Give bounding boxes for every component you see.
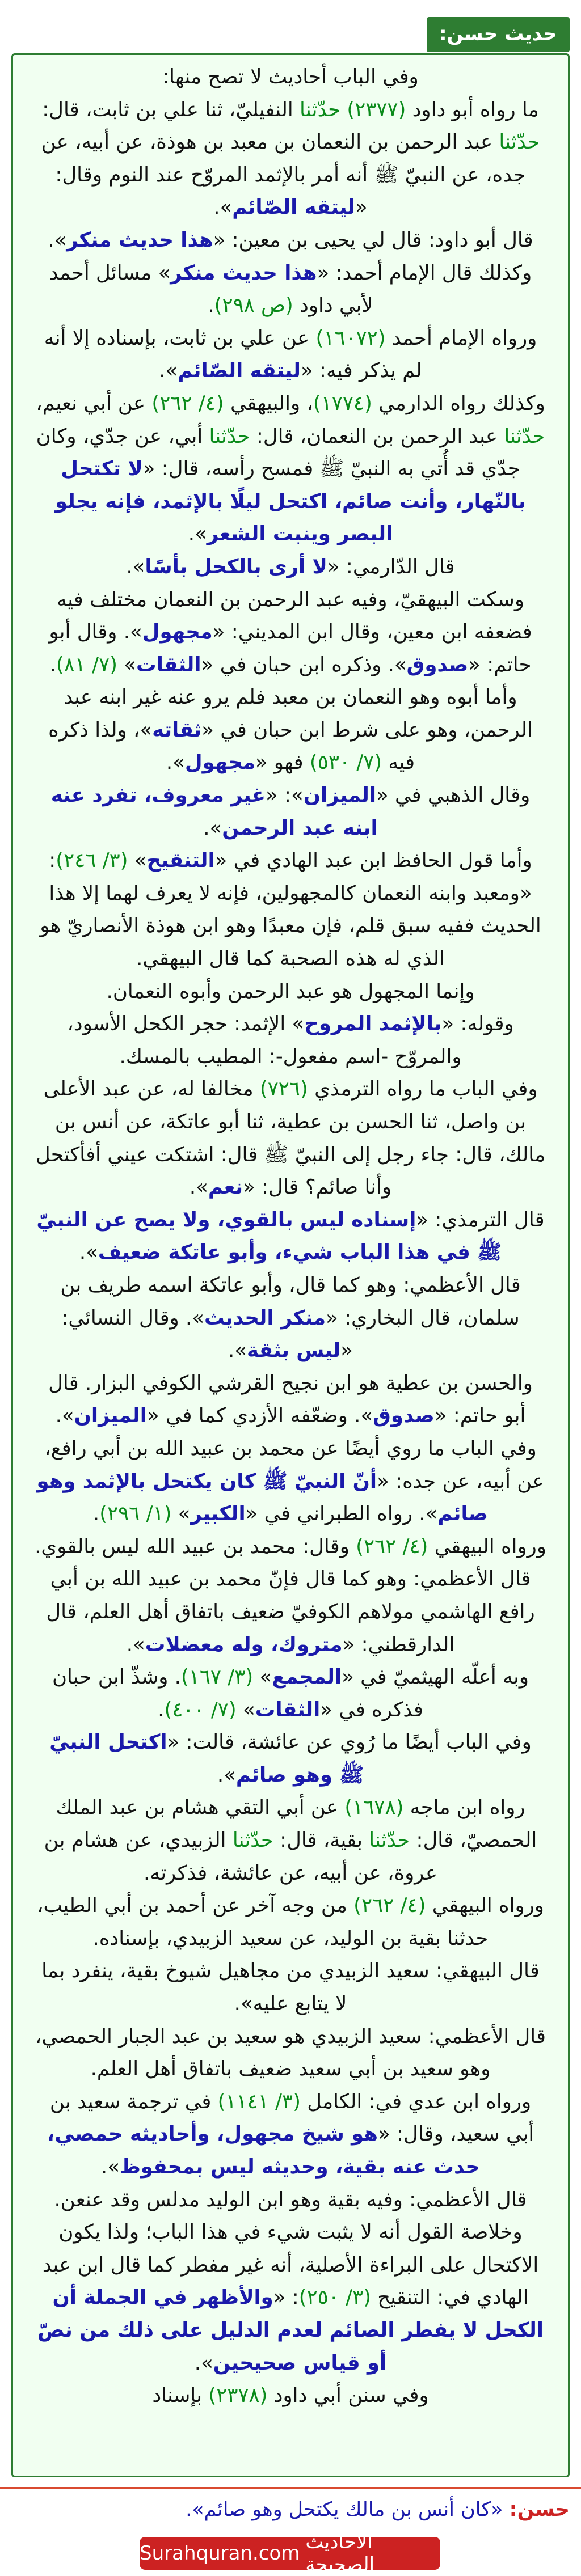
body-text: مخالفا له، عن عبد الأعلى بن واصل، ثنا الحسن بن عطية، ثنا أبو عاتكة، عن أنس بن مالك، قال: جاء رجل إلى النبيّ ﷺ قال: اشتكت عيني أفأكتحل وأنا صائم؟ قال: « <box>35 1077 546 1199</box>
body-text: » <box>253 1665 272 1689</box>
reference-text: (٧/ ٤٠٠) <box>164 1698 237 1721</box>
body-text: وكذلك قال الإمام أحمد: « <box>317 261 532 285</box>
paragraph <box>35 257 546 322</box>
body-text: وفي سنن أبي داود <box>267 2384 429 2408</box>
body-text: ». وضعّفه الأزدي كما في « <box>146 1404 373 1428</box>
quoted-text: ليتقه الصّائم <box>178 359 301 383</box>
body-text: عبد الرحمن بن النعمان بن معبد بن هوذة، عن أبيه، عن جده، عن النبيّ ﷺ أنه أمر بالإثمد المروّح عند النوم وقال: « <box>41 130 526 219</box>
quoted-text: هو شيخ مجهول، وأحاديثه حمصي، حدث عنه بقية، وحديثه ليس بمحفوظ <box>47 2122 481 2179</box>
reference-text: (١/ ٢٩٦) <box>99 1502 172 1526</box>
summary-text: «كان أنس بن مالك يكتحل وهو صائم». <box>186 2498 503 2521</box>
quoted-text: هذا حديث منكر <box>170 261 317 285</box>
paragraph <box>35 322 546 387</box>
quoted-text: أنّ النبيّ ﷺ كان يكتحل بالإثمد وهو صائم <box>36 1469 489 1526</box>
paragraph <box>35 2379 546 2412</box>
quoted-text: نعم <box>208 1175 243 1199</box>
body-text: فهو « <box>255 751 310 775</box>
body-text: من وجه آخر عن أحمد بن أبي الطيب، حدثنا بقية بن الوليد، عن سعيد الزبيدي، بإسناده. <box>37 1894 489 1950</box>
quoted-text: متروك، وله معضلات <box>145 1632 343 1656</box>
paragraph <box>35 1432 546 1530</box>
paragraph <box>35 844 546 975</box>
body-text: وقوله: « <box>441 1012 514 1036</box>
quoted-text: الكبير <box>190 1502 246 1526</box>
body-text: »: « <box>266 784 304 807</box>
reference-text: (٧٢٦) <box>259 1077 308 1101</box>
body-text: ». <box>126 1632 145 1656</box>
quoted-text: التنقيح <box>146 849 215 873</box>
body-text: قال الأعظمي: وهو كما قال فإنّ محمد بن عبيد الله بن أبي رافع الهاشمي مولاهم الكوفيّ ضعيف باتفاق أهل العلم، قال الدارقطني: « <box>46 1567 535 1656</box>
body-text: ما رواه أبو داود <box>406 98 539 121</box>
reference-text: (٤/ ٢٦٢) <box>151 391 224 415</box>
reference-text: (٧/ ٨١) <box>56 653 117 676</box>
paragraph <box>35 1367 546 1432</box>
body-text: وفي الباب أيضًا ما رُوي عن عائشة، قالت: « <box>167 1731 532 1754</box>
hadith-grade-label: حديث حسن: <box>427 17 570 52</box>
quoted-text: ليتقه الصّائم <box>232 196 355 219</box>
reference-text: (٣/ ١١٤١) <box>217 2089 301 2113</box>
body-text: عن أبي التقي هشام بن عبد الملك الحمصيّ، قال: <box>56 1796 537 1852</box>
body-text: قال أبو داود: قال لي يحيى بن معين: « <box>213 228 533 252</box>
reference-text: (ص ٢٩٨) <box>214 294 293 318</box>
body-text: وبه أعلّه الهيثميّ في « <box>342 1665 529 1689</box>
body-text: النفيليّ، ثنا علي بن ثابت، قال: <box>42 98 300 121</box>
body-text: قال البيهقي: سعيد الزبيدي من مجاهيل شيوخ بقية، ينفرد بما لا يتابع عليه». <box>41 1959 540 2016</box>
paragraph <box>35 1530 546 1563</box>
paragraph <box>35 387 546 551</box>
body-text <box>340 98 347 121</box>
reference-text: (٢٣٧٧) <box>347 98 406 121</box>
reference-text: حدّثنا <box>499 130 540 154</box>
body-text: وأما أبوه وهو النعمان بن معبد فلم يرو عنه غير ابنه عبد الرحمن، وهو على شرط ابن حبان في « <box>64 686 533 742</box>
body-text: وسكت البيهقيّ، وفيه عبد الرحمن بن النعمان مختلف فيه فضعفه ابن معين، وقال ابن المديني: « <box>57 587 532 644</box>
body-text: والحسن بن عطية هو ابن نجيح القرشي الكوفي البزار. قال أبو حاتم: « <box>48 1371 533 1428</box>
body-text: ». <box>228 1339 247 1363</box>
paragraph <box>35 1791 546 1889</box>
reference-text: حدّثنا <box>209 424 250 448</box>
body-text: » الإثمد: حجر الكحل الأسود، والمروّح -اسم مفعول-: المطيب بالمسك. <box>67 1012 462 1068</box>
paragraph <box>35 1563 546 1661</box>
reference-text: (٣/ ٢٥٠) <box>298 2286 371 2309</box>
reference-text: (٣/ ٢٤٦) <box>56 849 128 873</box>
body-text: ». رواه الطبراني في « <box>245 1502 438 1526</box>
body-text: ». <box>217 1763 236 1787</box>
quoted-text: صدوق <box>406 653 469 676</box>
body-text: » <box>236 1698 255 1721</box>
footer-banner[interactable] <box>140 2531 440 2576</box>
quoted-text: الميزان <box>74 1404 147 1428</box>
body-text: رواه ابن ماجه <box>403 1796 525 1820</box>
paragraph <box>35 779 546 844</box>
body-text: وفي الباب ما روي أيضًا عن محمد بن عبيد الله بن أبي رافع، عن أبيه، عن جده: « <box>44 1436 545 1493</box>
body-text: ». <box>55 1404 74 1428</box>
body-text: ورواه البيهقي <box>426 1894 544 1918</box>
body-text: بإسناد <box>152 2384 209 2408</box>
quoted-text: ثقاته <box>152 718 202 742</box>
quoted-text: والأظهر في الجملة أن الكحل لا يفطر الصائم لعدم الدليل على ذلك من نصّ أو قياس صحيحين <box>37 2286 544 2375</box>
body-text: . <box>208 294 214 318</box>
paragraph <box>35 1008 546 1073</box>
body-text: ». وذكره ابن حبان في « <box>201 653 407 676</box>
reference-text: (١٧٧٤) <box>313 391 372 415</box>
body-text: : « <box>273 2286 299 2309</box>
reference-text: (١٦٧٨) <box>344 1796 404 1820</box>
reference-text: (٣/ ١٦٧) <box>180 1665 254 1689</box>
footer-title: الأحاديث الصحيحة <box>305 2531 375 2576</box>
paragraph <box>35 1269 546 1367</box>
body-text: وقال الذهبي في « <box>376 784 531 807</box>
quoted-text: الثقات <box>136 653 201 676</box>
body-text: ». <box>48 228 67 252</box>
body-text: قال الدّارمي: « <box>327 555 455 578</box>
body-text: »، ولذا ذكره فيه <box>48 718 415 775</box>
body-text: قال الترمذي: « <box>416 1208 545 1232</box>
paragraph <box>35 1073 546 1203</box>
paragraph <box>35 1204 546 1269</box>
quoted-text: هذا حديث منكر <box>66 228 213 252</box>
body-text: قال الأعظمي: سعيد الزبيدي هو سعيد بن عبد الجبار الحمصي، وهو سعيد بن أبي سعيد ضعيف باتفاق أهل العلم. <box>35 2024 546 2081</box>
body-text: ». <box>213 196 233 219</box>
paragraph <box>35 583 546 682</box>
body-text: ». <box>166 751 185 775</box>
paragraph <box>35 1889 546 1955</box>
body-text: ورواه الإمام أحمد <box>385 326 537 350</box>
paragraph <box>35 2020 546 2086</box>
summary-line <box>11 2494 570 2526</box>
body-text: ». <box>126 555 145 578</box>
body-text: : «ومعبد وابنه النعمان كالمجهولين، فإنه لا يعرف لهما إلا هذا الحديث ففيه سبق قلم، فإن معبدًا وهو ابن هوذة الأنصاريّ هو الذي له هذه الصحبة كما قال البيهقي. <box>40 849 541 971</box>
quoted-text: ليس بثقة <box>247 1339 341 1363</box>
paragraph <box>35 681 546 779</box>
body-text: ». <box>203 816 222 840</box>
summary-grade: حسن: <box>509 2498 570 2521</box>
reference-text: (٤/ ٢٦٢) <box>356 1534 428 1558</box>
body-text: وفي الباب أحاديث لا تصح منها: <box>162 65 419 88</box>
quoted-text: المجمع <box>272 1665 342 1689</box>
quoted-text: الثقات <box>255 1698 321 1721</box>
body-text: ». <box>100 2155 120 2179</box>
quoted-text: بالإثمد المروح <box>304 1012 442 1036</box>
reference-text: (٧/ ٥٣٠) <box>309 751 382 775</box>
quoted-text: مجهول <box>184 751 255 775</box>
quoted-text: إسناده ليس بالقوي، ولا يصح عن النبيّ ﷺ في هذا الباب شيء، وأبو عاتكة ضعيف <box>36 1208 502 1264</box>
body-text: بقية، قال: <box>273 1829 369 1852</box>
body-text: . <box>49 653 56 676</box>
body-text: في ترجمة سعيد بن أبي سعيد، وقال: « <box>49 2089 534 2146</box>
paragraph <box>35 975 546 1008</box>
body-text: قال الأعظمي: وفيه بقية وهو ابن الوليد مدلس وقد عنعن. وخلاصة القول أنه لا يثبت شيء في هذا الباب؛ ولذا يكون الاكتحال على البراءة الأصلية، أنه غير مفطر كما قال ابن عبد الهادي في: التنقيح <box>42 2188 539 2309</box>
quoted-text: اكتحل النبيّ ﷺ وهو صائم <box>49 1731 364 1787</box>
body-text: . <box>158 1698 165 1721</box>
body-text: عن أبي نعيم، <box>36 391 152 415</box>
body-text: ». <box>189 1175 208 1199</box>
body-text: ». وقال النسائي: « <box>61 1306 353 1363</box>
footer-site-link[interactable]: Surahquran.com <box>140 2542 300 2565</box>
reference-text: حدّثنا <box>300 98 341 121</box>
quoted-text: منكر الحديث <box>204 1306 326 1330</box>
reference-text: حدّثنا <box>369 1829 410 1852</box>
divider <box>0 2487 581 2489</box>
body-text: عن علي بن ثابت، بإسناده إلا أنه لم يذكر فيه: « <box>44 326 422 383</box>
body-text: ». <box>194 2351 213 2375</box>
body-text: » مسائل أحمد لأبي داود <box>49 261 373 318</box>
body-text: ورواه ابن عدي في: الكامل <box>300 2089 532 2113</box>
body-text: وإنما المجهول هو عبد الرحمن وأبوه النعمان. <box>106 979 475 1003</box>
quoted-text: لا أرى بالكحل بأسًا <box>145 555 327 578</box>
quoted-text: صدوق <box>373 1404 435 1428</box>
body-text: ورواه البيهقي <box>428 1534 546 1558</box>
body-text: الزبيدي، عن هشام بن عروة، عن أبيه، عن عائشة، فذكرته. <box>44 1829 438 1885</box>
body-text: ، والبيهقي <box>224 391 313 415</box>
quoted-text: لا تكتحل بالنّهار، وأنت صائم، اكتحل ليلًا بالإثمد، فإنه يجلو البصر وينبت الشعر <box>55 457 526 546</box>
body-text: » <box>117 653 137 676</box>
body-text: ». <box>159 359 178 383</box>
paragraph <box>35 551 546 583</box>
paragraph <box>35 2086 546 2184</box>
body-text: وكذلك رواه الدارمي <box>372 391 545 415</box>
paragraph <box>35 1661 546 1726</box>
body-text: وفي الباب ما رواه الترمذي <box>308 1077 538 1101</box>
body-text: عبد الرحمن بن النعمان، قال: <box>250 424 504 448</box>
body-text: ». وقال أبو حاتم: « <box>49 620 532 676</box>
body-text: » <box>171 1502 191 1526</box>
body-text: وأما قول الحافظ ابن عبد الهادي في « <box>214 849 532 873</box>
body-text: ». <box>79 1241 98 1264</box>
reference-text: (٢٣٧٨) <box>208 2384 268 2408</box>
paragraph <box>35 1955 546 2020</box>
body-text: أبي، عن جدّي، وكان جدّي قد أُتي به النبيّ ﷺ فمسح رأسه، قال: « <box>36 424 520 481</box>
body-text: » <box>128 849 147 873</box>
paragraph <box>35 61 546 94</box>
quoted-text: الميزان <box>303 784 377 807</box>
paragraph <box>35 2184 546 2380</box>
body-text: . وشذّ ابن حبان فذكره في « <box>52 1665 423 1721</box>
paragraph <box>35 94 546 224</box>
body-text: . <box>92 1502 100 1526</box>
body-text: ». <box>188 522 207 546</box>
quoted-text: غير معروف، تفرد عنه ابنه عبد الرحمن <box>50 784 378 840</box>
body-text: قال الأعظمي: وهو كما قال، وأبو عاتكة اسمه طريف بن سلمان، قال البخاري: « <box>60 1273 521 1330</box>
paragraph <box>35 224 546 257</box>
reference-text: حدّثنا <box>232 1829 273 1852</box>
reference-text: (١٦٠٧٢) <box>315 326 386 350</box>
paragraph <box>35 1726 546 1791</box>
quoted-text: مجهول <box>142 620 213 644</box>
reference-text: حدّثنا <box>504 424 545 448</box>
reference-text: (٤/ ٢٦٢) <box>353 1894 426 1918</box>
body-text: وقال: محمد بن عبيد الله ليس بالقوي. <box>35 1534 356 1558</box>
hadith-text-panel <box>11 53 570 2477</box>
